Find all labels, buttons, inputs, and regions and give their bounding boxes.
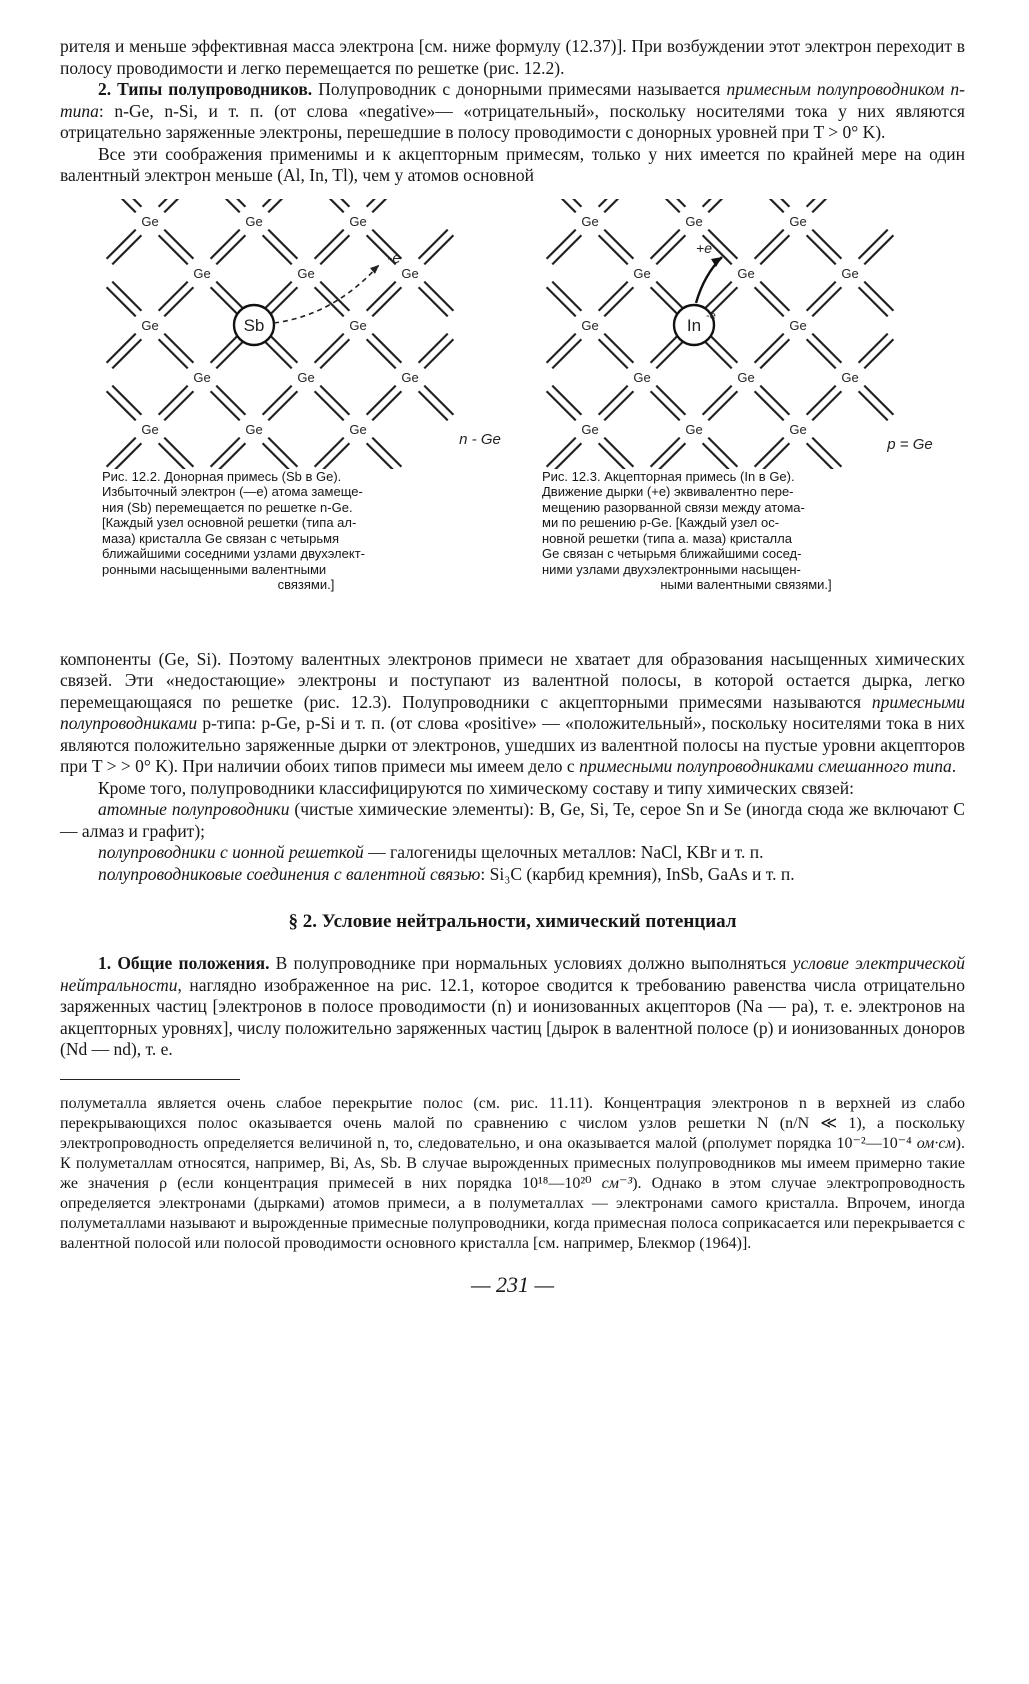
item-atomic: атомные полупроводники (чистые химические элементы): B, Ge, Si, Te, серое Sn и Se (иногда сюда же включают C — алмаз и графит); — [60, 799, 965, 841]
term-impurity-semiconductors: примесными полупроводниками — [60, 691, 965, 733]
ge-atom-label: Ge — [245, 213, 263, 229]
paragraph-components: компоненты (Ge, Si). Поэтому валентных электронов примеси не хватает для образования насыщенных химических связей. Эти «недостающие» электроны и поступают из валентной полосы, в которой остается дырка, легко перемещающаяся по решетке (рис. 12.3). Полупроводники с акцепторными примесями называются примесными полупроводниками p-типа: p-Ge, p-Si и т. п. (от слова «positive» — «положительный», поскольку носителями тока в них являются положительно заряженные дырки от электронов, ушедших из валентной полосы на пустые уровни акцепторов при T > > 0° K). При наличии обоих типов примеси мы имеем дело с примесными полупроводниками смешанного типа. — [60, 648, 965, 776]
term-atomic: атомные полупроводники — [98, 799, 290, 819]
ge-atom-label: Ge — [789, 317, 807, 333]
valence-bond — [755, 199, 784, 212]
footnote: полуметалла является очень слабое перекрытие полос (см. рис. 11.11). Концентрация электронов n в верхней из слабо перекрывающихся полос оказывается очень малой по сравнению с числом узлов решетки N (n/N ≪ 1), а поскольку электропроводность определяется величиной n, то, следовательно, и она оказывается малой (ρполумет порядка 10⁻²—10⁻⁴ ом·см). К полуметаллам относятся, например, Bi, As, Sb. В случае вырожденных примесных полупроводников мы имеем примерно такие же значения ρ (если концентрация примесей в них порядка 10¹⁸—10²⁰ см⁻³). Однако в этом случае электропроводность определяется электронами (дырками) атомов примеси, а в полуметаллах — электронами самого кристалла. Впрочем, иногда полуметаллами называют и вырожденные примесные полупроводники, когда примесная полоса соприкасается или перекрывается с валентной полосой или полосой проводимости основного кристалла [см. например, Блекмор (1964)]. — [60, 1094, 966, 1252]
ge-atom-label: Ge — [633, 265, 651, 281]
arrow-head — [711, 257, 722, 267]
section-title: § 2. Условие нейтральности, химический потенциал — [288, 911, 737, 932]
ge-atom-label: Ge — [737, 265, 755, 281]
hole-label: +e — [696, 239, 712, 256]
item-covalent: полупроводниковые соединения с валентной связью: Si₃C (карбид кремния), InSb, GaAs и т. п. — [98, 863, 795, 884]
ge-atom-label: Ge — [349, 213, 367, 229]
n-ge-label: n - Ge — [459, 430, 501, 448]
ge-atom-label: Ge — [349, 421, 367, 437]
valence-bond — [211, 199, 240, 212]
ge-atom-label: Ge — [193, 265, 211, 281]
ge-atom-label: Ge — [245, 421, 263, 437]
page-content — [60, 36, 965, 1298]
ge-atom-label: Ge — [685, 421, 703, 437]
p-ge-label: p = Ge — [887, 435, 933, 453]
ge-atom-label: Ge — [141, 317, 159, 333]
item-ionic: полупроводники с ионной решеткой — галогениды щелочных металлов: NaCl, KBr и т. п. — [98, 842, 764, 862]
ge-atom-label: Ge — [141, 213, 159, 229]
ge-atom-label: Ge — [193, 369, 211, 385]
types-heading: 2. Типы полупроводников. — [98, 79, 313, 99]
ge-atom-label: Ge — [141, 421, 159, 437]
ge-atom-label: Ge — [297, 265, 315, 281]
ge-atom-label: Ge — [789, 421, 807, 437]
ge-atom-label: Ge — [685, 213, 703, 229]
valence-bond — [268, 199, 297, 212]
electron-label: -e — [387, 249, 401, 267]
paragraph-types: 2. Типы полупроводников. Полупроводник с донорными примесями называется примесным полупроводником n-типа: n-Ge, n-Si, и т. п. (от слова «negative»— «отрицательный», поскольку носителями тока у них являются отрицательно заряженные электроны, перешедшие в полосу проводимости с донорных уровней при T > 0° K). — [60, 79, 965, 142]
paragraph-acceptor: Все эти соображения применимы и к акцепторным примесям, только у них имеется по крайней мере на один валентный электрон меньше (Al, In, Tl), чем у атомов основной — [60, 143, 965, 185]
ge-atom-label: Ge — [737, 369, 755, 385]
valence-bond — [604, 199, 633, 212]
footnote-rule — [60, 1079, 240, 1080]
ge-atom-label: Ge — [841, 265, 859, 281]
figure-12-2-caption: Рис. 12.2. Донорная примесь (Sb в Ge). Избыточный электрон (—e) атома замеще- ния (Sb) перемещается по решетке n-Ge. [Каждый узел основной решетки (типа ал- маза) кристалла Ge связан с четырьмя ближайшими соседними узлами двухэлект- ронными насыщенными валентными связями.] — [102, 468, 365, 592]
valence-bond — [164, 199, 193, 212]
figures-row — [60, 199, 965, 649]
figure-12-3 — [530, 199, 960, 593]
paragraph-top: рителя и меньше эффективная масса электрона [см. ниже формулу (12.37)]. При возбуждении этот электрон переходит в полосу проводимости и легко перемещается по решетке (рис. 12.2). — [60, 36, 965, 78]
ge-atom-label: Ge — [401, 265, 419, 281]
valence-bond — [372, 199, 401, 212]
valence-bond — [107, 199, 136, 212]
ge-atom-label: Ge — [789, 213, 807, 229]
term-ionic: полупроводники с ионной решеткой — [98, 842, 364, 862]
term-neutrality: условие электрической нейтральности — [60, 953, 965, 995]
paragraph-classify: Кроме того, полупроводники классифицируются по химическому составу и типу химических связей: — [98, 777, 854, 798]
impurity-superscript: -e — [706, 309, 716, 322]
valence-bond — [547, 199, 576, 212]
figure-12-2 — [90, 199, 520, 593]
ge-atom-label: Ge — [401, 369, 419, 385]
valence-bond — [708, 199, 737, 212]
term-n-type: примесным полупроводником n-типа — [60, 79, 965, 121]
valence-bond — [812, 199, 841, 212]
ge-atom-label: Ge — [633, 369, 651, 385]
term-mixed-type: примесными полупроводниками смешанного типа — [579, 756, 952, 776]
acceptor-lattice-diagram — [530, 199, 960, 469]
ge-atom-label: Ge — [349, 317, 367, 333]
ge-atom-label: Ge — [297, 369, 315, 385]
valence-bond — [651, 199, 680, 212]
term-covalent: полупроводниковые соединения с валентной связью — [98, 863, 481, 884]
paragraph-general: 1. Общие положения. В полупроводнике при нормальных условиях должно выполняться условие электрической нейтральности, наглядно изображенное на рис. 12.1, которое сводится к требованию равенства числа отрицательно заряженных частиц [электронов в полосе проводимости (n) и ионизованных акцепторов (Na — pa), т. е. электронов на акцепторных уровнях], числу положительно заряженных частиц [дырок в валентной полосе (p) и ионизованных доноров (Nd — nd), т. е. — [60, 953, 965, 1059]
impurity-atom-label: In — [686, 315, 702, 335]
donor-lattice-diagram — [90, 199, 520, 469]
general-heading: 1. Общие положения. — [98, 953, 270, 973]
ge-atom-label: Ge — [581, 213, 599, 229]
impurity-atom-label: Sb — [243, 315, 265, 335]
figure-12-3-caption: Рис. 12.3. Акцепторная примесь (In в Ge). Движение дырки (+e) эквивалентно пере- мещению разорванной связи между атома- ми по решению p-Ge. [Каждый узел ос- новной решетки (типа а. маза) кристалла Ge связан с четырьмя ближайшими сосед- ними узлами двухэлектронными насыщен- ными валентными связями.] — [542, 468, 832, 592]
ge-atom-label: Ge — [841, 369, 859, 385]
valence-bond — [315, 199, 344, 212]
ge-atom-label: Ge — [581, 421, 599, 437]
page-number: — 231 — — [470, 1271, 555, 1297]
ge-atom-label: Ge — [581, 317, 599, 333]
